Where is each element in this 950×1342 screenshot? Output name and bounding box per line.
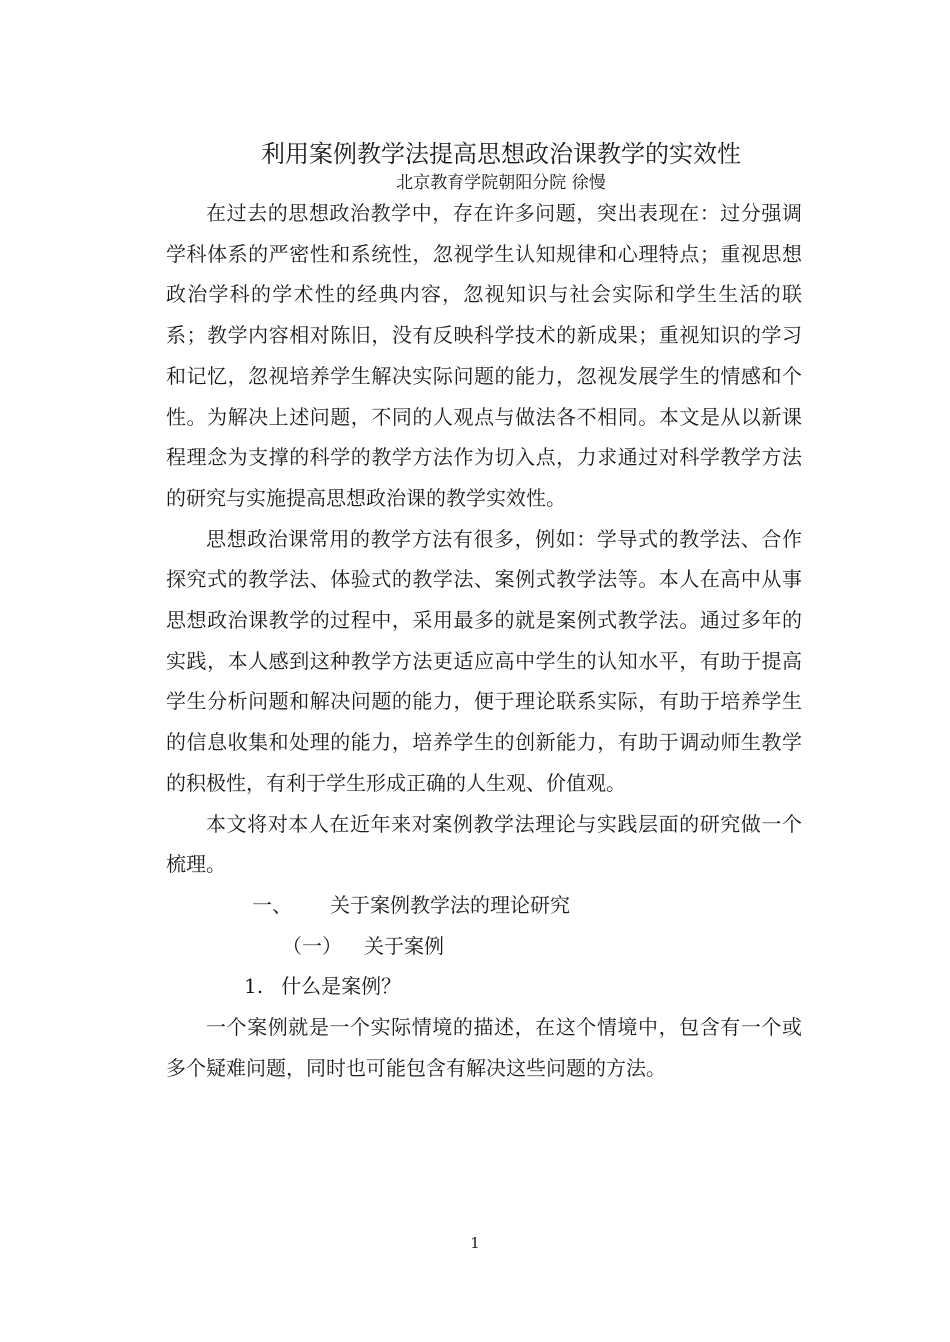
section-heading-number: 一、 xyxy=(252,892,292,917)
paragraph-intro: 在过去的思想政治教学中，存在许多问题，突出表现在：过分强调学科体系的严密性和系统性，忽视学生认知规律和心理特点；重视思想政治学科的学术性的经典内容，忽视知识与社会实际和学生生活的联系；教学内容相对陈旧，没有反映科学技术的新成果；重视知识的学习和记忆，忽视培养学生解决实际问题的能力，忽视发展学生的情感和个性。为解决上述问题，不同的人观点与做法各不相同。本文是从以新课程理念为支撑的科学的教学方法作为切入点，力求通过对科学教学方法的研究与实施提高思想政治课的教学实效性。 xyxy=(166,201,802,510)
paragraph-methods: 思想政治课常用的教学方法有很多，例如：学导式的教学法、合作探究式的教学法、体验式的教学法、案例式教学法等。本人在高中从事思想政治课教学的过程中，采用最多的就是案例式教学法。通过多年的实践，本人感到这种教学方法更适应高中学生的认知水平，有助于提高学生分析问题和解决问题的能力，便于理论联系实际，有助于培养学生的信息收集和处理的能力，培养学生的创新能力，有助于调动师生教学的积极性，有利于学生形成正确的人生观、价值观。 xyxy=(166,526,802,795)
section-heading xyxy=(166,885,802,926)
section-heading-text: 关于案例教学法的理论研究 xyxy=(330,892,570,917)
author-line: 北京教育学院朝阳分院 徐慢 xyxy=(396,173,606,193)
subsection-heading-number: （一） xyxy=(282,933,342,958)
paragraph-case-definition: 一个案例就是一个实际情境的描述，在这个情境中，包含有一个或多个疑难问题，同时也可能包含有解决这些问题的方法。 xyxy=(166,1015,802,1080)
page-number: 1 xyxy=(470,1234,480,1252)
paragraph-overview: 本文将对本人在近年来对案例教学法理论与实践层面的研究做一个梳理。 xyxy=(166,811,802,877)
subsection-heading-text: 关于案例 xyxy=(364,933,444,958)
item-heading-text: 什么是案例？ xyxy=(281,974,402,999)
item-heading-number: 1. xyxy=(244,974,264,999)
subsection-heading xyxy=(166,926,802,967)
document-title: 利用案例教学法提高思想政治课教学的实效性 xyxy=(261,140,741,168)
document-body xyxy=(166,193,802,1088)
item-heading xyxy=(166,966,802,1007)
